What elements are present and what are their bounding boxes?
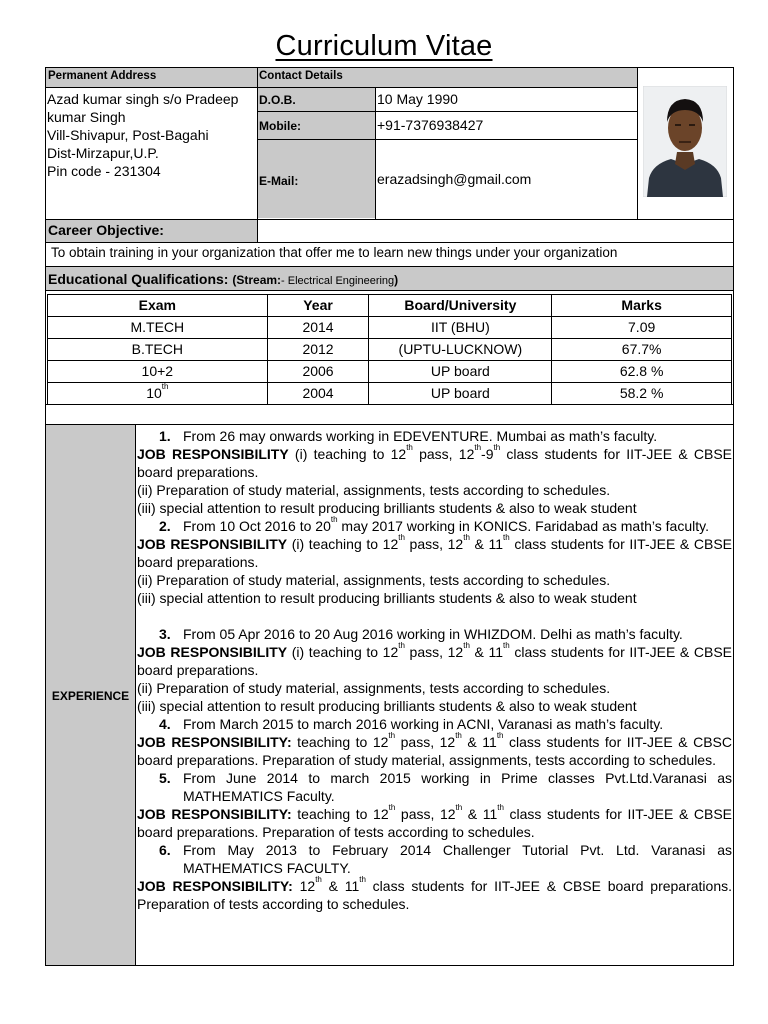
sup: th [463,533,470,542]
jr-text: (i) teaching to 12 [288,446,407,462]
jr-text: teaching to 12 [291,734,389,750]
jr-text: class students for IIT-JEE & CBSE board preparations. [137,446,733,480]
jr-text: pass, 12 [395,734,456,750]
sup: th [497,803,504,812]
divider [257,67,258,219]
sup: th [359,875,366,884]
sup: th [496,731,504,740]
jr-label: JOB RESPONSIBILITY: [137,878,293,894]
item-heading [183,517,732,535]
item-number: 6. [159,842,171,858]
divider [257,139,637,140]
divider [46,87,637,88]
job-responsibility [137,805,732,841]
item-heading: From May 2013 to February 2014 Challenger Tutorial Pvt. Ltd. Varanasi as MATHEMATICS FACULTY. [183,842,732,876]
column-header: Marks [552,295,732,317]
job-responsibility [137,643,732,679]
address-line: Dist-Mirzapur,U.P. [47,145,159,161]
table-row [48,339,732,361]
experience-item [137,427,732,445]
item-number: 3. [159,626,171,642]
email-label: E-Mail: [259,174,299,188]
exam-cell: 10+2 [48,361,268,383]
sup: th [330,515,338,524]
jr-line: (iii) special attention to result producing brilliants students & also to weak student [137,500,637,516]
jr-text: & 11 [462,806,498,822]
jr-text: pass, 12 [404,536,464,552]
exam-cell [48,383,268,405]
experience-item [137,517,732,535]
divider [46,404,733,405]
profile-photo [643,86,727,197]
jr-label: JOB RESPONSIBILITY [137,536,288,552]
email-value: erazadsingh@gmail.com [377,171,532,187]
heading-text: From 10 Oct 2016 to 20 [183,518,331,534]
sup: th [503,533,510,542]
mobile-value: +91-7376938427 [377,117,484,133]
experience-label: EXPERIENCE [51,689,130,703]
sup: th [388,803,396,812]
experience-item [137,841,732,877]
item-heading: From 26 may onwards working in EDEVENTURE. Mumbai as math’s faculty. [183,428,658,444]
exam-text: 10 [146,385,162,401]
divider [257,219,258,242]
item-number: 4. [159,716,171,732]
jr-text: class students for IIT-JEE & CBSE board preparations. [137,536,733,570]
table-row [48,317,732,339]
mobile-label: Mobile: [259,119,301,133]
jr-label: JOB RESPONSIBILITY [137,644,288,660]
divider [257,111,637,112]
jr-text: & 11 [469,644,504,660]
exam-cell: M.TECH [48,317,268,339]
sup: th [398,533,405,542]
sup: th [474,443,482,452]
jr-text: teaching to 12 [291,806,389,822]
exam-sup: th [161,382,169,391]
marks-cell: 62.8 % [552,361,732,383]
permanent-address-label: Permanent Address [48,70,157,82]
board-cell: (UPTU-LUCKNOW) [369,339,552,361]
year-cell: 2012 [267,339,369,361]
divider [135,424,136,965]
divider [46,242,733,243]
year-cell: 2014 [267,317,369,339]
jr-label: JOB RESPONSIBILITY: [137,806,292,822]
year-cell: 2004 [267,383,369,405]
table-row [48,361,732,383]
divider [46,290,733,291]
education-label: Educational Qualifications: [48,271,229,287]
item-number: 5. [159,770,171,786]
item-number: 1. [159,428,171,444]
table-row [48,383,732,405]
jr-text: & 11 [461,734,497,750]
page-title: Curriculum Vitae [275,30,493,62]
jr-text: class students for IIT-JEE & CBSE board preparations. Preparation of tests according to schedules. [137,806,732,840]
education-heading [48,271,398,287]
job-responsibility [137,535,732,571]
career-objective-label: Career Objective: [48,222,164,238]
column-header: Exam [48,295,268,317]
address-line: Vill-Shivapur, Post-Bagahi [47,127,209,143]
stream-label: (Stream: [232,273,282,287]
sup: th [406,443,413,452]
education-table [47,294,732,405]
jr-text: class students for IIT-JEE & CBSE board preparations. [137,644,733,678]
spacer [137,607,732,625]
column-header: Board/University [369,295,552,317]
jr-text: class students for IIT-JEE & CBSC board preparations. Preparation of study material, assignments, tests according to schedules. [137,734,732,768]
jr-text: & 11 [469,536,504,552]
item-number: 2. [159,518,171,534]
sup: th [463,641,470,650]
table-header-row [48,295,732,317]
sup: th [455,803,463,812]
dob-label: D.O.B. [259,93,296,107]
sup: th [315,875,322,884]
divider [375,87,376,219]
divider [46,424,733,425]
stream-close: ) [394,273,399,287]
board-cell: UP board [369,361,552,383]
jr-text: 12 [292,878,316,894]
column-header: Year [267,295,369,317]
permanent-address [47,90,255,180]
board-cell: UP board [369,383,552,405]
stream-value: - Electrical Engineering [281,275,395,287]
item-heading: From March 2015 to march 2016 working in ACNI, Varanasi as math’s faculty. [183,716,664,732]
career-objective-text: To obtain training in your organization that offer me to learn new things under your organization [51,245,618,260]
marks-cell: 7.09 [552,317,732,339]
marks-cell: 67.7% [552,339,732,361]
sup: th [493,443,501,452]
year-cell: 2006 [267,361,369,383]
jr-line: (iii) special attention to result producing brilliants students & also to weak student [137,698,637,714]
divider [637,67,638,219]
contact-details-label: Contact Details [259,70,343,82]
address-line: Azad kumar singh s/o Pradeep kumar Singh [47,91,239,125]
dob-value: 10 May 1990 [377,91,458,107]
jr-line: (ii) Preparation of study material, assignments, tests according to schedules. [137,680,611,696]
jr-line: (ii) Preparation of study material, assignments, tests according to schedules. [137,572,611,588]
board-cell: IIT (BHU) [369,317,552,339]
jr-line: (ii) Preparation of study material, assignments, tests according to schedules. [137,482,611,498]
experience-item [137,769,732,805]
experience-content [137,427,732,913]
experience-item [137,715,732,733]
job-responsibility [137,733,732,769]
jr-line: (iii) special attention to result producing brilliants students & also to weak student [137,590,637,606]
jr-text: pass, 12 [404,644,464,660]
jr-text: (i) teaching to 12 [287,536,399,552]
marks-cell: 58.2 % [552,383,732,405]
jr-label: JOB RESPONSIBILITY: [137,734,292,750]
jr-text: -9 [481,446,494,462]
address-line: Pin code - 231304 [47,163,161,179]
job-responsibility [137,445,732,481]
sup: th [388,731,396,740]
jr-text: (i) teaching to 12 [287,644,399,660]
jr-text: & 11 [321,878,360,894]
item-heading: From June 2014 to march 2015 working in Prime classes Pvt.Ltd.Varanasi as MATHEMATICS Faculty. [183,770,732,804]
jr-label: JOB RESPONSIBILITY [137,446,289,462]
exam-cell: B.TECH [48,339,268,361]
sup: th [503,641,510,650]
jr-text: pass, 12 [395,806,456,822]
experience-item [137,625,732,643]
jr-text: class students for IIT-JEE & CBSE board preparations. Preparation of tests according to schedules. [137,878,732,912]
job-responsibility [137,877,732,913]
heading-text: may 2017 working in KONICS. Faridabad as math’s faculty. [337,518,709,534]
sup: th [398,641,405,650]
jr-text: pass, 12 [412,446,475,462]
sup: th [455,731,462,740]
item-heading: From 05 Apr 2016 to 20 Aug 2016 working in WHIZDOM. Delhi as math’s faculty. [183,626,683,642]
